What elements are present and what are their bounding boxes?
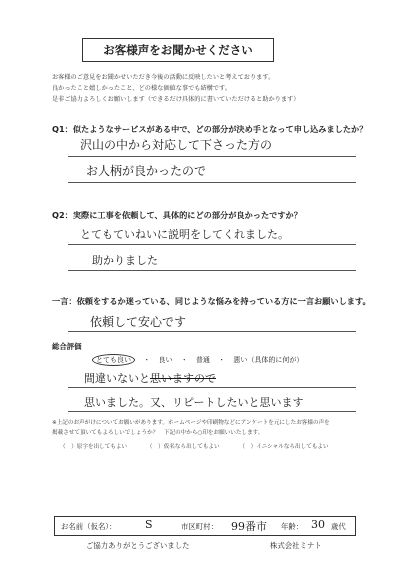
intro-text bbox=[52, 72, 372, 105]
age-suffix: 歳代 bbox=[331, 522, 346, 531]
intro-line: 良かったこと嬉しかったこと、どの様な価値な事でも結構です。 bbox=[52, 85, 231, 92]
answer-line bbox=[68, 331, 356, 332]
answer-line bbox=[68, 270, 356, 271]
q1-question: Q1：似たようなサービスがある中で、どの部分が決め手となって申し込みましたか？ bbox=[52, 124, 368, 134]
name-value: S bbox=[145, 518, 153, 531]
q2-answer-line-2: 助かりました bbox=[92, 254, 158, 267]
consent-line: ※上記のお声がけについてお願いがあります。ホームページや印刷物などにアンケートを元にしたお客様の声を bbox=[52, 420, 330, 426]
answer-line bbox=[68, 387, 356, 388]
evaluation-answer-line-1: 間違いないと思いますので bbox=[84, 372, 216, 385]
struck-text: 思いますので bbox=[150, 372, 216, 385]
consent-choices bbox=[60, 442, 380, 452]
city-value: 99番市 bbox=[231, 520, 267, 533]
consent-text bbox=[52, 418, 372, 438]
option-good[interactable]: 良い bbox=[158, 356, 173, 364]
q2-answer-line-1: とてもていねいに説明をしてくれました。 bbox=[80, 228, 289, 241]
answer-line bbox=[68, 156, 356, 157]
city-label: 市区町村： bbox=[181, 522, 218, 531]
page-title: お客様声をお聞かせください bbox=[82, 38, 274, 62]
consent-line: 掲載させて頂いてもよろしいでしょうか？ 下記の中から○印をお願いいたします。 bbox=[52, 430, 264, 436]
answer-line bbox=[68, 411, 356, 412]
name-label: お名前（仮名）： bbox=[61, 522, 117, 531]
evaluation-heading: 総合評価 bbox=[52, 342, 82, 351]
consent-choice-initials[interactable]: （ ）イニシャルなら出してもよい bbox=[239, 444, 329, 450]
option-normal[interactable]: 普通 bbox=[195, 356, 210, 364]
answer-line bbox=[68, 182, 356, 183]
q2-question: Q2：実際に工事を依頼して、具体的にどの部分が良かったですか？ bbox=[52, 210, 302, 220]
thanks-text: ご協力ありがとうございました bbox=[86, 541, 190, 550]
evaluation-options: とても良い ・ 良い ・ 普通 ・ 悪い（具体的に何が） bbox=[92, 354, 309, 366]
company-name: 株式会社ミナト bbox=[270, 541, 322, 550]
option-very-good[interactable]: とても良い bbox=[92, 354, 135, 366]
age-label: 年齢： bbox=[281, 522, 304, 531]
evaluation-answer-line-2: 思いました。又、リピートしたいと思います bbox=[84, 396, 304, 409]
age-value: 30 bbox=[311, 518, 325, 531]
q1-answer-line-1: 沢山の中から対応して下さった方の bbox=[80, 138, 273, 152]
intro-line: お客様のご意見をお聞かせいただき今後の活動に反映したいと考えております。 bbox=[52, 74, 275, 81]
intro-line: 是非ご協力よろしくお願いします（できるだけ具体的に書いていただけると助かります） bbox=[52, 96, 300, 103]
answer-line bbox=[68, 244, 356, 245]
option-bad[interactable]: 悪い（具体的に何が） bbox=[233, 356, 304, 364]
info-box bbox=[54, 516, 356, 536]
q3-question: 一言：依頼をするか迷っている、同じような悩みを持っている方に一言お願いします。 bbox=[52, 296, 371, 306]
q1-answer-line-2: お人柄が良かったので bbox=[86, 164, 207, 178]
consent-choice-real-name[interactable]: （ ）原字を出してもよい bbox=[60, 444, 128, 450]
q3-answer-line-1: 依頼して安心です bbox=[90, 315, 187, 329]
consent-choice-pseudonym[interactable]: （ ）仮名なら出してもよい bbox=[146, 444, 220, 450]
